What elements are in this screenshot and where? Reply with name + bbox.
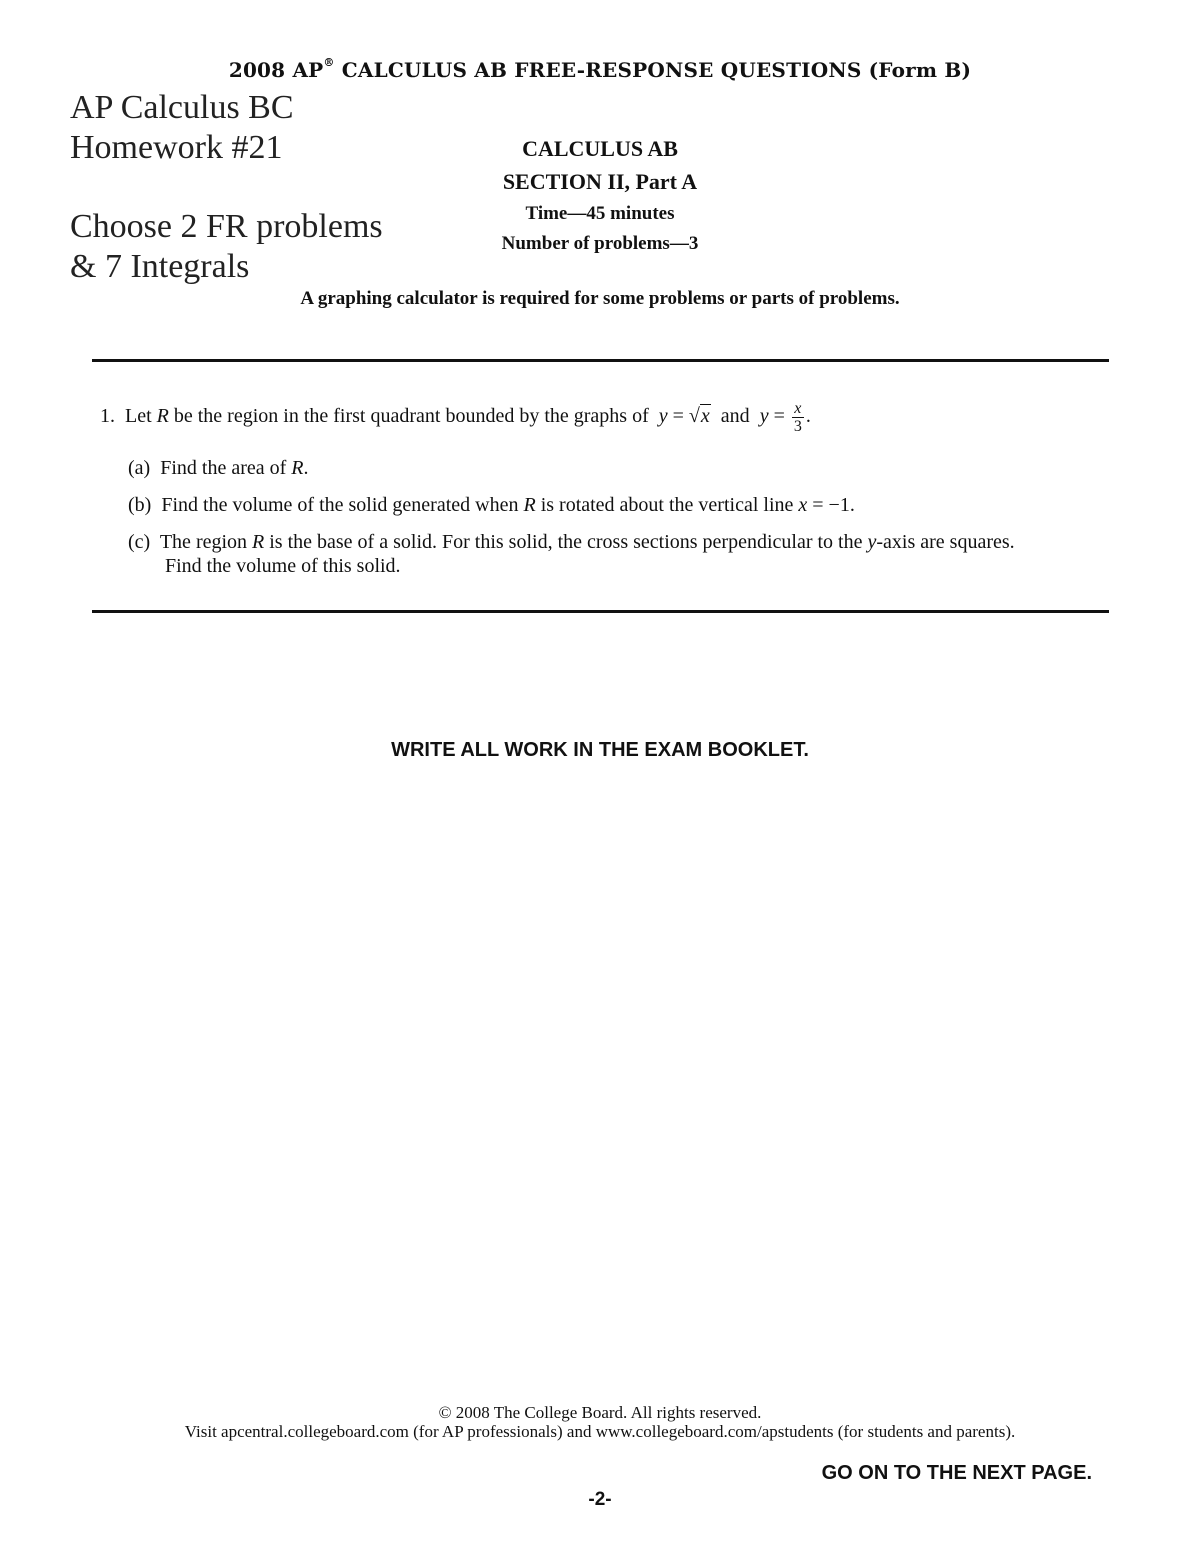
part-a-label: (a) — [128, 457, 151, 479]
note-choose: Choose 2 FR problems — [70, 208, 383, 245]
part-a-var: R — [291, 457, 304, 479]
note-course: AP Calculus BC — [70, 89, 294, 126]
section-time: Time—45 minutes — [525, 203, 675, 224]
top-divider — [92, 359, 1109, 362]
eq2-eq: = — [773, 405, 785, 428]
section-part: SECTION II, Part A — [502, 169, 698, 194]
question-1 — [100, 400, 1110, 435]
part-c-var: R — [252, 531, 265, 553]
part-b-text-b: is rotated about the vertical line — [540, 494, 794, 516]
part-a-end: . — [303, 457, 309, 479]
part-c-label: (c) — [128, 531, 151, 553]
part-b — [128, 492, 855, 518]
q1-intro-a: Let — [125, 405, 152, 428]
question-number: 1. — [100, 405, 115, 428]
calculator-note: A graphing calculator is required for some problems or parts of problems. — [300, 288, 900, 309]
fraction-x-over-3 — [792, 400, 804, 435]
next-page-note: GO ON TO THE NEXT PAGE. — [821, 1462, 1092, 1484]
eq1-lhs: y — [658, 405, 668, 428]
part-b-label: (b) — [128, 494, 152, 516]
part-b-var: R — [523, 494, 536, 516]
part-a — [128, 455, 309, 481]
part-b-text-a: Find the volume of the solid generated when — [161, 494, 519, 516]
part-b-eq-var: x — [798, 494, 808, 516]
section-name: CALCULUS AB — [522, 136, 678, 161]
eq1-eq: = — [672, 405, 684, 428]
fraction-numerator: x — [792, 400, 804, 418]
part-b-eq-rest: = −1. — [812, 494, 855, 516]
part-a-text: Find the area of — [160, 457, 287, 479]
page-header-title — [0, 58, 1200, 82]
sqrt-expression — [689, 403, 711, 429]
eq2-end: . — [805, 405, 811, 428]
q1-var-r: R — [156, 405, 169, 428]
sqrt-radicand: x — [700, 405, 710, 428]
note-homework: Homework #21 — [70, 129, 283, 166]
footer-visit: Visit apcentral.collegeboard.com (for AP professionals) and www.collegeboard.com/apstudents (for students and parents). — [184, 1422, 1016, 1441]
section-count: Number of problems—3 — [501, 233, 699, 254]
part-c-line2: Find the volume of this solid. — [165, 555, 401, 577]
fraction-denominator: 3 — [793, 418, 802, 435]
footer-copyright: © 2008 The College Board. All rights reserved. — [438, 1403, 762, 1422]
part-c — [128, 529, 1108, 555]
header-title-prefix: 2008 AP — [228, 58, 324, 82]
q1-and: and — [720, 405, 750, 428]
part-c-text-c: -axis are squares. — [876, 531, 1015, 553]
eq2-lhs: y — [759, 405, 769, 428]
registered-mark: ® — [323, 56, 335, 69]
part-c-text-b: is the base of a solid. For this solid, the cross sections perpendicular to the — [269, 531, 863, 553]
page-number: -2- — [588, 1489, 612, 1510]
bottom-divider — [92, 610, 1109, 613]
part-c-axis-var: y — [867, 531, 877, 553]
q1-intro-b: be the region in the first quadrant bounded by the graphs of — [173, 405, 649, 428]
exam-instruction: WRITE ALL WORK IN THE EXAM BOOKLET. — [391, 739, 809, 761]
part-c-text-a: The region — [159, 531, 248, 553]
header-title-rest: CALCULUS AB FREE-RESPONSE QUESTIONS (Form B) — [334, 58, 972, 82]
note-integrals: & 7 Integrals — [70, 248, 250, 285]
sqrt-sign: √ — [688, 405, 700, 428]
